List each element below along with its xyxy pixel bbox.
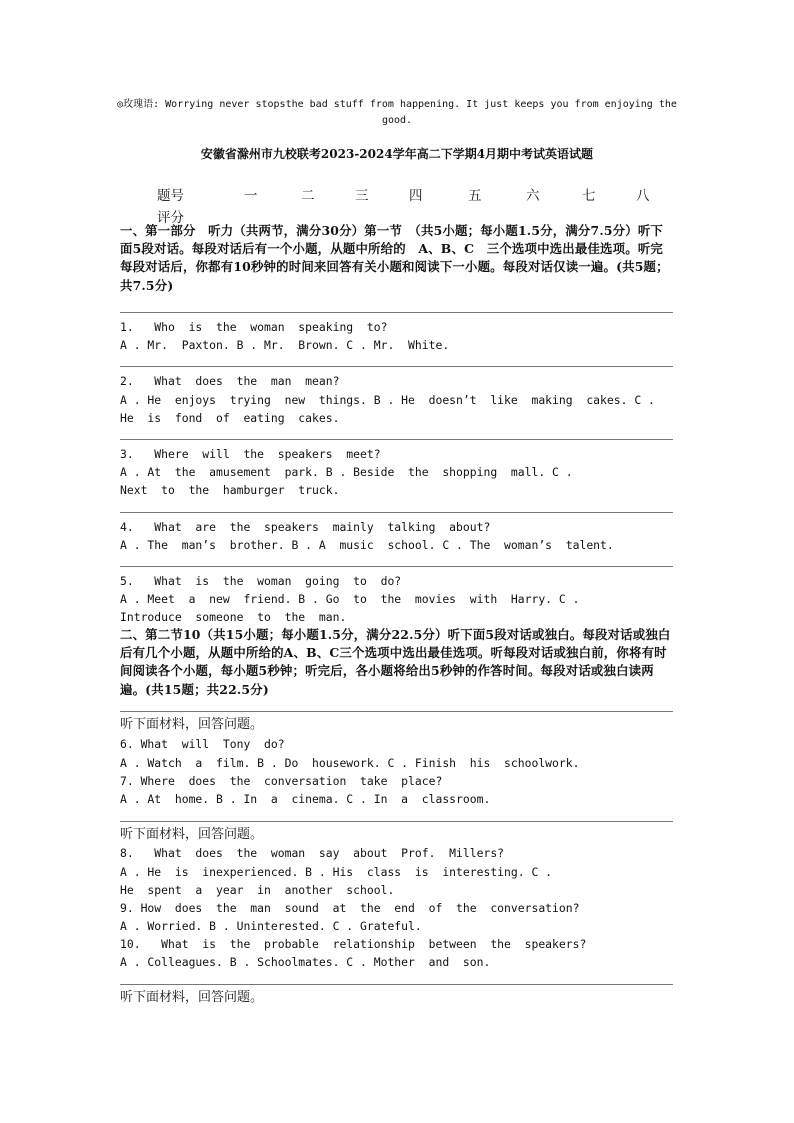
score-column: 四 xyxy=(409,188,423,204)
divider xyxy=(120,366,673,367)
question-9-options: A . Worried. B . Uninterested. C . Grateful. xyxy=(120,919,422,933)
listen-label: 听下面材料，回答问题。 xyxy=(120,827,264,842)
part2-instructions: 二、第二节10（共15小题；每小题1.5分，满分22.5分）听下面5段对话或独白。每段对话或独白后有几个小题，从题中所给的A、B、C三个选项中选出最佳选项。听每段对话或独白前，你将有时间阅读各个小题，每小题5秒钟；听完后，各小题将给出5秒钟的作答时间。每段对话或独白读两遍。(共15题；共22.5分) xyxy=(120,627,671,697)
listen-label: 听下面材料，回答问题。 xyxy=(120,717,264,732)
question-5: 5. What is the woman going to do? xyxy=(120,574,402,588)
header-note: ◎玫瑰语: Worrying never stopsthe bad stuff from happening. It just keeps you from enjoying the good. xyxy=(117,99,677,126)
divider xyxy=(120,512,673,513)
score-column: 七 xyxy=(582,188,596,204)
question-3: 3. Where will the speakers meet? xyxy=(120,447,381,461)
question-4: 4. What are the speakers mainly talking about? xyxy=(120,520,491,534)
question-8-options-cont: He spent a year in another school. xyxy=(120,883,395,897)
divider xyxy=(120,312,673,313)
question-1: 1. Who is the woman speaking to? xyxy=(120,320,388,334)
score-column: 二 xyxy=(301,188,315,204)
question-10-options: A . Colleagues. B . Schoolmates. C . Mother and son. xyxy=(120,955,491,969)
score-table-row-label: 评分 xyxy=(157,210,184,226)
divider xyxy=(120,984,673,985)
divider xyxy=(120,711,673,712)
divider xyxy=(120,439,673,440)
score-column: 六 xyxy=(526,188,540,204)
question-6: 6. What will Tony do? xyxy=(120,737,285,751)
question-1-options: A . Mr. Paxton. B . Mr. Brown. C . Mr. White. xyxy=(120,338,450,352)
question-5-options-cont: Introduce someone to the man. xyxy=(120,610,347,624)
part1-instructions: 一、第一部分 听力（共两节，满分30分）第一节 （共5小题；每小题1.5分，满分7.5分）听下面5段对话。每段对话后有一个小题，从题中所给的 A、B、C 三个选项中选出最佳选项。听完每段对话后，你都有10秒钟的时间来回答有关小题和阅读下一小题。每段对话仅读一遍。(共5题；共7.5分) xyxy=(120,223,669,293)
question-3-options: A . At the amusement park. B . Beside the shopping mall. C . xyxy=(120,465,573,479)
question-2-options-cont: He is fond of eating cakes. xyxy=(120,411,340,425)
page-title: 安徽省滁州市九校联考2023-2024学年高二下学期4月期中考试英语试题 xyxy=(200,147,594,161)
divider xyxy=(120,566,673,567)
question-4-options: A . The man’s brother. B . A music school. C . The woman’s talent. xyxy=(120,538,614,552)
question-5-options: A . Meet a new friend. B . Go to the movies with Harry. C . xyxy=(120,592,580,606)
score-column: 五 xyxy=(468,188,482,204)
question-7: 7. Where does the conversation take place? xyxy=(120,774,443,788)
question-9: 9. How does the man sound at the end of the conversation? xyxy=(120,901,580,915)
listen-label: 听下面材料，回答问题。 xyxy=(120,990,264,1005)
question-8-options: A . He is inexperienced. B . His class is interesting. C . xyxy=(120,865,553,879)
score-column: 三 xyxy=(355,188,369,204)
score-column: 一 xyxy=(244,188,258,204)
question-2-options: A . He enjoys trying new things. B . He doesn’t like making cakes. C . xyxy=(120,393,655,407)
score-column: 八 xyxy=(636,188,650,204)
score-table-header-label: 题号 xyxy=(157,188,184,204)
question-7-options: A . At home. B . In a cinema. C . In a classroom. xyxy=(120,792,491,806)
divider xyxy=(120,821,673,822)
question-2: 2. What does the man mean? xyxy=(120,374,340,388)
question-3-options-cont: Next to the hamburger truck. xyxy=(120,483,340,497)
question-6-options: A . Watch a film. B . Do housework. C . Finish his schoolwork. xyxy=(120,756,580,770)
question-8: 8. What does the woman say about Prof. Millers? xyxy=(120,846,505,860)
question-10: 10. What is the probable relationship between the speakers? xyxy=(120,937,587,951)
